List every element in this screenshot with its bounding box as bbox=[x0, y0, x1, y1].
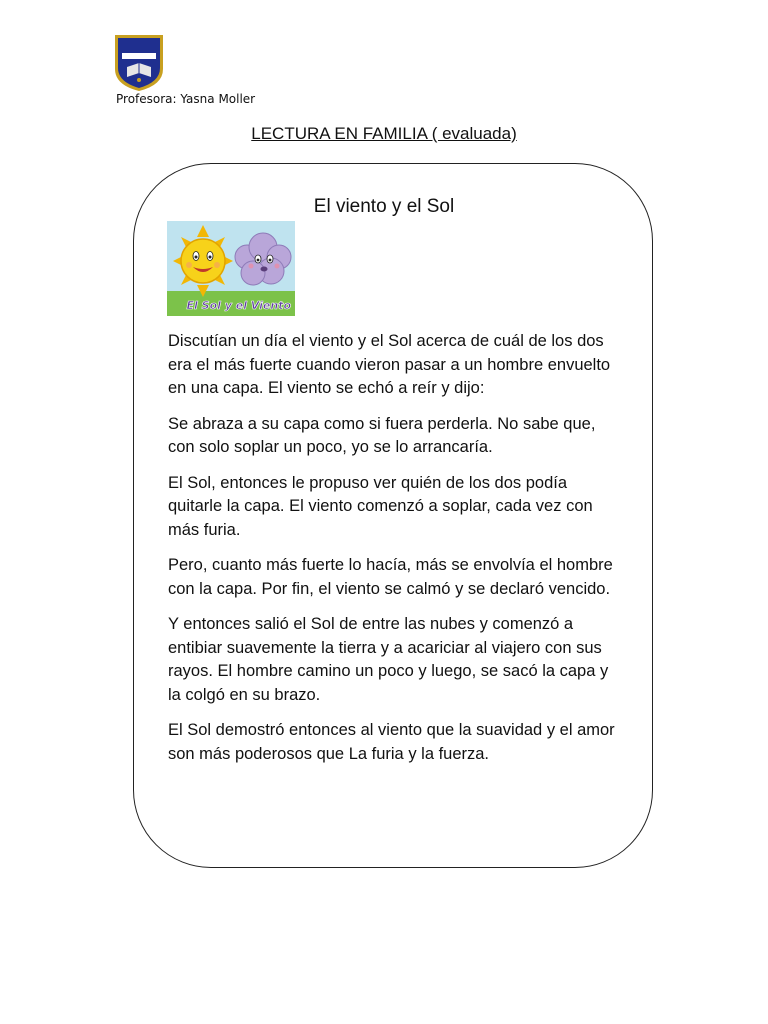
teacher-name: Profesora: Yasna Moller bbox=[116, 92, 256, 106]
story-paragraph: El Sol, entonces le propuso ver quién de los dos podía quitarle la capa. El viento comenzó a soplar, cada vez con más furia. bbox=[168, 473, 593, 539]
story-body bbox=[168, 330, 618, 778]
story-paragraph: Pero, cuanto más fuerte lo hacía, más se envolvía el hombre con la capa. Por fin, el viento se calmó y se declaró vencido. bbox=[168, 556, 613, 598]
sun-and-wind-illustration bbox=[167, 221, 295, 316]
story-paragraph: El Sol demostró entonces al viento que la suavidad y el amor son más poderosos que La furia y la fuerza. bbox=[168, 721, 615, 763]
story-title: El viento y el Sol bbox=[313, 196, 455, 217]
illustration-caption: El Sol y el Viento bbox=[186, 299, 291, 312]
school-logo bbox=[113, 33, 165, 93]
story-paragraph: Discutían un día el viento y el Sol acerca de cuál de los dos era el más fuerte cuando vieron pasar a un hombre envuelto en una capa. El viento se echó a reír y dijo: bbox=[168, 332, 611, 397]
story-paragraph: Y entonces salió el Sol de entre las nubes y comenzó a entibiar suavemente la tierra y a acariciar al viajero con sus rayos. El hombre camino un poco y luego, se sacó la capa y la colgó en su brazo. bbox=[168, 615, 609, 704]
story-paragraph: Se abraza a su capa como si fuera perderla. No sabe que, con solo soplar un poco, yo se lo arrancaría. bbox=[168, 414, 596, 456]
document-title: LECTURA EN FAMILIA ( evaluada) bbox=[251, 124, 517, 143]
